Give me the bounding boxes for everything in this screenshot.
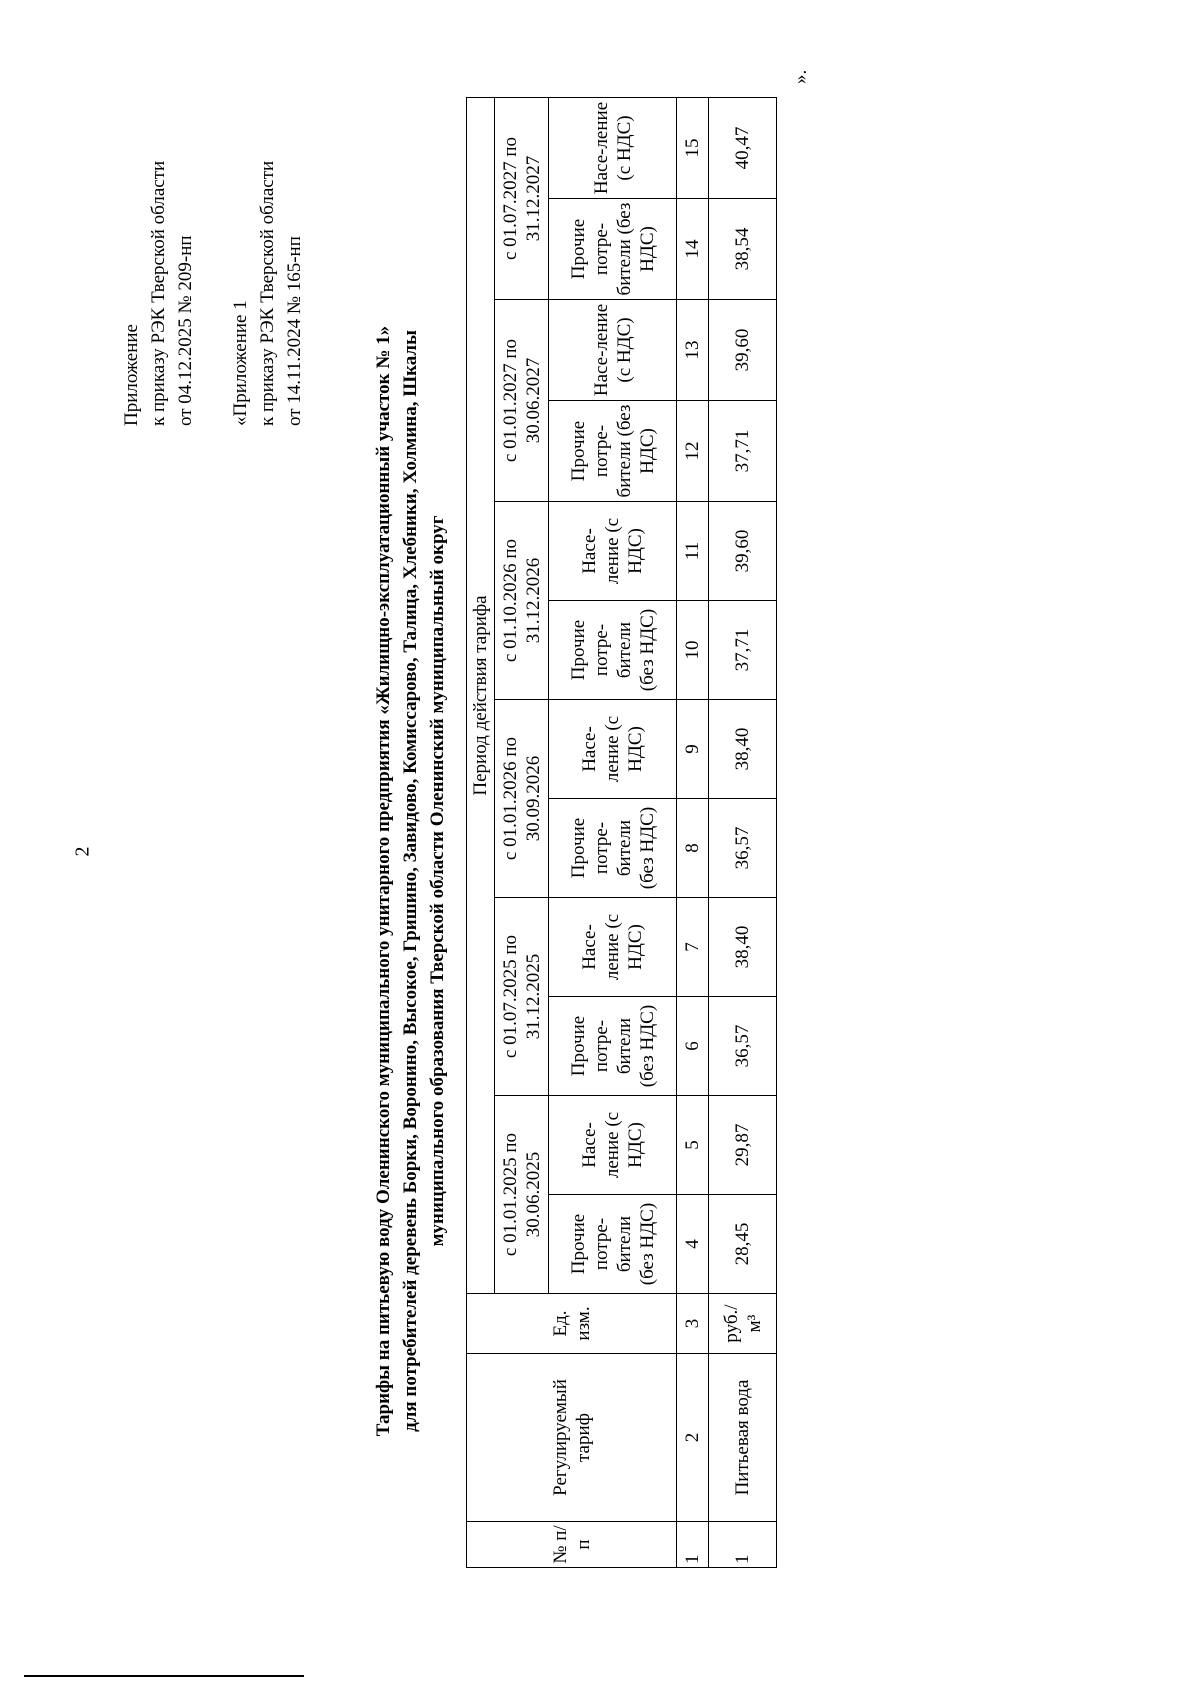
tariff-value: 38,40 xyxy=(709,898,777,997)
consumer-population-header: Насе-ление (с НДС) xyxy=(549,700,677,799)
appendix-line: к приказу РЭК Тверской области xyxy=(148,160,169,426)
tariff-value: 38,40 xyxy=(709,700,777,799)
tariff-value: 36,57 xyxy=(709,997,777,1096)
title-line: Тарифы на питьевую воду Оленинского муниципального унитарного предприятия «Жилищно-эксплуатационный участок № 1» xyxy=(373,325,394,1437)
document-title xyxy=(370,206,451,1556)
column-index: 10 xyxy=(677,601,709,700)
consumer-other-header: Прочие потре-бители (без НДС) xyxy=(549,601,677,700)
column-index: 15 xyxy=(677,97,709,198)
consumer-other-header: Прочие потре-бители (без НДС) xyxy=(549,799,677,898)
header-tariff: Регулируемый тариф xyxy=(467,1354,677,1522)
column-index: 7 xyxy=(677,898,709,997)
title-line: муниципального образования Тверской области Оленинский муниципальный округ xyxy=(427,515,448,1247)
header-period: Период действия тарифа xyxy=(467,97,495,1293)
column-index-row xyxy=(677,97,709,1567)
column-index: 2 xyxy=(677,1354,709,1522)
consumer-other-header: Прочие потре-бители (без НДС) xyxy=(549,1195,677,1294)
period-header: с 01.07.2025 по 31.12.2025 xyxy=(495,898,549,1096)
footer-rule xyxy=(24,1675,304,1677)
column-index: 14 xyxy=(677,199,709,300)
period-header: с 01.01.2027 по 30.06.2027 xyxy=(495,300,549,502)
tariff-value: 28,45 xyxy=(709,1195,777,1294)
row-number: 1 xyxy=(709,1522,777,1568)
header-unit: Ед. изм. xyxy=(467,1294,677,1354)
column-index: 8 xyxy=(677,799,709,898)
tariff-value: 29,87 xyxy=(709,1096,777,1195)
consumer-population-header: Насе-ление (с НДС) xyxy=(549,97,677,198)
appendix-reference xyxy=(118,161,308,426)
consumer-population-header: Насе-ление (с НДС) xyxy=(549,1096,677,1195)
tariff-value: 39,60 xyxy=(709,502,777,601)
column-index: 5 xyxy=(677,1096,709,1195)
tariff-value: 38,54 xyxy=(709,199,777,300)
column-index: 1 xyxy=(677,1522,709,1568)
column-index: 13 xyxy=(677,300,709,401)
tariff-value: 37,71 xyxy=(709,601,777,700)
column-index: 6 xyxy=(677,997,709,1096)
consumer-population-header: Насе-ление (с НДС) xyxy=(549,502,677,601)
appendix-line: от 04.12.2025 № 209-нп xyxy=(175,235,196,426)
appendix-line: «Приложение 1 xyxy=(230,300,251,426)
closing-quote: ». xyxy=(790,69,811,84)
tariff-value: 36,57 xyxy=(709,799,777,898)
title-line: для потребителей деревень Борки, Воронино, Высокое, Гришино, Завидово, Комиссарово, Талица, Хлебники, Холмина, Шкалы xyxy=(400,330,421,1432)
period-header: с 01.01.2026 по 30.09.2026 xyxy=(495,700,549,898)
consumer-other-header: Прочие потре-бители (без НДС) xyxy=(549,199,677,300)
appendix-line: от 14.11.2024 № 165-нп xyxy=(284,236,305,426)
header-number: № п/п xyxy=(467,1522,677,1568)
consumer-other-header: Прочие потре-бители (без НДС) xyxy=(549,401,677,502)
tariff-table xyxy=(466,97,777,1568)
appendix-line: к приказу РЭК Тверской области xyxy=(257,160,278,426)
row-unit: руб./м³ xyxy=(709,1294,777,1354)
period-header: с 01.07.2027 по 31.12.2027 xyxy=(495,97,549,299)
tariff-value: 37,71 xyxy=(709,401,777,502)
column-index: 9 xyxy=(677,700,709,799)
column-index: 4 xyxy=(677,1195,709,1294)
period-header: с 01.10.2026 по 31.12.2026 xyxy=(495,502,549,700)
consumer-population-header: Насе-ление (с НДС) xyxy=(549,300,677,401)
consumer-population-header: Насе-ление (с НДС) xyxy=(549,898,677,997)
row-tariff-name: Питьевая вода xyxy=(709,1354,777,1522)
tariff-value: 39,60 xyxy=(709,300,777,401)
table-row xyxy=(709,97,777,1567)
consumer-other-header: Прочие потре-бители (без НДС) xyxy=(549,997,677,1096)
period-header: с 01.01.2025 по 30.06.2025 xyxy=(495,1096,549,1294)
tariff-value: 40,47 xyxy=(709,97,777,198)
column-index: 3 xyxy=(677,1294,709,1354)
column-index: 12 xyxy=(677,401,709,502)
column-index: 11 xyxy=(677,502,709,601)
page-number: 2 xyxy=(71,846,94,857)
appendix-line: Приложение xyxy=(121,324,142,426)
